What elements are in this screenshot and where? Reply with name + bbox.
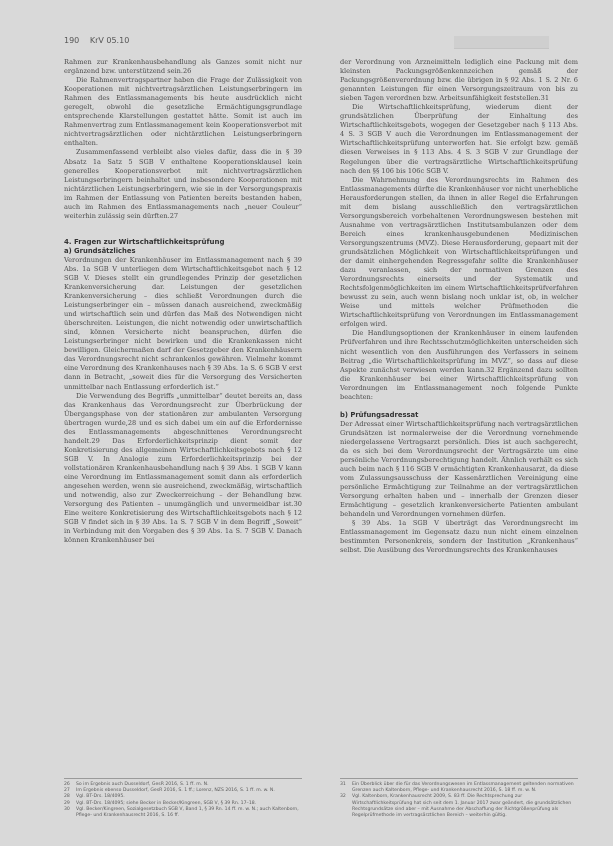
- spacer: [64, 221, 302, 230]
- journal-name: KrV 05.10: [89, 36, 130, 45]
- footnotes-left: [64, 778, 302, 819]
- footnote-text: Ein Überblick über die für das Verordnungswesen im Entlassmanagement geltenden normativen Grenzen auch Kaltenborn, Pflege- und Krankenhausrecht 2016, S. 18 ff. m. w. N.: [352, 782, 574, 794]
- paragraph: Rahmen zur Krankenhausbehandlung als Ganzes somit nicht nur ergänzend bzw. unterstützend sein.26: [64, 58, 302, 76]
- footnote: [64, 807, 302, 819]
- footnote: [340, 794, 578, 819]
- footnote-text: So im Ergebnis auch Dusseldorf, GesR 2016, S. 1 ff. m. N.: [76, 782, 209, 787]
- footnote: [340, 782, 578, 794]
- page-number: 190: [64, 36, 80, 45]
- header-bar: [454, 36, 549, 49]
- paragraph: Die Wirtschaftlichkeitsprüfung, wiederum dient der grundsätzlichen Überprüfung der Einhaltung des Wirtschaftlichkeitsgebots, wogegen der Gesetzgeber nach § 113 Abs. 4 S. 3 SGB V auch die Verordnungen im Entlassmanagement der Wirtschaftlichkeitsprüfung unterworfen hat. Sie erfolgt bzw. gemäß diesen Verweises in § 113 Abs. 4 S. 3 SGB V zur Grundlage der Regelungen über die vertragsärztliche Wirtschaftlichkeitsprüfung nach den §§ 106 bis 106c SGB V.: [340, 103, 578, 175]
- right-column: [340, 58, 578, 555]
- footnote-number: 26: [64, 782, 70, 787]
- section-heading: 4. Fragen zur Wirtschaftlichkeitsprüfung: [64, 237, 225, 246]
- paragraph: der Verordnung von Arzneimitteln lediglich eine Packung mit dem kleinsten Packungsgrößenkennzeichen gemäß der Packungsgrößenverordnung bzw. die übrigen in § 92 Abs. 1 S. 2 Nr. 6 genannten Leistungen für einen Versorgungszeitraum von bis zu sieben Tagen verordnen bzw. Arbeitsunfähigkeit feststellen.31: [340, 58, 578, 103]
- footnotes-right: [340, 778, 578, 819]
- footnote-text: Vgl. Kaltenborn, Krankenhausrecht 2009, S. 83 ff. Die Rechtsprechung zur Wirtschaftlichkeitsprüfung hat sich seit dem 1. Januar 2017 zwar geändert, die grundsätzlichen Rechtsgrundsätze sind aber – mit Ausnahme der Abschaffung der Richtgrößenprüfung als Regelprüfmethode im vertragsärztlichen Bereich – weiterhin gültig.: [352, 794, 572, 819]
- footnote-text: Im Ergebnis ebenso Dusseldorf, GesR 2016, S. 1 ff.; Lorenz, NZS 2016, S. 1 ff. m. w. N.: [76, 788, 275, 794]
- subsection-heading: a) Grundsätzliches: [64, 246, 136, 255]
- footnote-number: 28: [64, 794, 70, 800]
- footnote-number: 31: [340, 782, 346, 787]
- paragraph: Die Verwendung des Begriffs „unmittelbar“ deutet bereits an, dass das Krankenhaus das Verordnungsrecht zur Überbrückung der Übergangsphase von der stationären zur ambulanten Versorgung übertragen wurde,28 und es sich dabei um ein auf die Erfordernisse des Entlassmanagements abgeschnittenes Verordnungsrecht handelt.29 Das Erforderlichkeitsprinzip dient somit der Konkretisierung des allgemeinen Wirtschaftlichkeitsgebots nach § 12 SGB V. In Analogie zum Erforderlichkeitsprinzip bei der vollstationären Krankenhausbehandlung nach § 39 Abs. 1 SGB V kann eine Verordnung im Entlassmanagement somit dann als erforderlich angesehen werden, wenn sie ausreichend, zweckmäßig, wirtschaftlich und notwendig, also zur Zweckerreichung – der Behandlung bzw. Versorgung des Patienten – unumgänglich und unvermeidbar ist.30 Eine weitere Konkretisierung des Wirtschaftlichkeitsgebots nach § 12 SGB V findet sich in § 39 Abs. 1a S. 7 SGB V in dem Begriff „Soweit“ in Verbindung mit den Vorgaben des § 39 Abs. 1a S. 7 SGB V. Danach können Krankenhäuser bei: [64, 391, 302, 545]
- paragraph: Der Adressat einer Wirtschaftlichkeitsprüfung nach vertragsärztlichen Grundsätzen ist normalerweise der die Verordnung vornehmende niedergelassene Vertragsarzt persönlich. Dies ist auch sachgerecht, da es sich bei dem Verordnungsrecht der Vertragsärzte um eine persönliche Verordnungsberechtigung handelt. Ähnlich verhält es sich auch beim nach § 116 SGB V ermächtigten Krankenhausarzt, da diese vom Zulassungsausschuss der Kassenärztlichen Vereinigung eine persönliche Ermächtigung zur Teilnahme an der vertragsärztlichen Versorgung erhalten haben und – innerhalb der Grenzen dieser Ermächtigung – gesetzlich krankenversicherte Patienten ambulant behandeln und Verordnungen vornehmen dürfen.: [340, 419, 578, 519]
- paragraph: Zusammenfassend verbleibt also vieles dafür, dass die in § 39 Absatz 1a Satz 5 SGB V enthaltene Kooperationsklausel kein generelles Kooperationsverbot mit nichtvertragsärztlichen Leistungserbringern beinhaltet und insbesondere Kooperationen mit nichtärztlichen Leistungserbringern, wie sie in der Versorgungspraxis im Rahmen der Entlassung von Patienten bereits bestanden haben, auch im Rahmen des Entlassmanagements nach „neuer Couleur“ weiterhin zulässig sein dürften.27: [64, 148, 302, 220]
- paragraph: § 39 Abs. 1a SGB V überträgt das Verordnungsrecht im Entlassmanagement im Gegensatz dazu nun nicht einem einzelnen bestimmten Personenkreis, sondern der Institution „Krankenhaus“ selbst. Die Ausübung des Verordnungsrechts des Krankenhauses: [340, 519, 578, 555]
- paragraph: Die Rahmenvertragspartner haben die Frage der Zulässigkeit von Kooperationen mit nichtvertragsärztlichen Leistungserbringern im Rahmen des Entlassmanagements bis heute ausdrücklich nicht geregelt, obwohl die gesetzliche Ermächtigungsgrundlage entsprechende Klarstellungen gestattet hätte. Somit ist auch im Rahmenvertrag zum Entlassmanagement kein Kooperationsverbot mit nichtvertragsärztlichen oder nichtärztlichen Leistungserbringern enthalten.: [64, 76, 302, 148]
- footnote-text: Vgl. Becker/Kingreen, Sozialgesetzbuch SGB V, Band 1, § 39 Rn. 14 ff. m. w. N.; auch Kaltenborn, Pflege- und Krankenhausrecht 2016, S. 16 ff.: [76, 806, 299, 819]
- paragraph: Die Handlungsoptionen der Krankenhäuser in einem laufenden Prüfverfahren und ihre Rechtsschutzmöglichkeiten unterscheiden sich nicht wesentlich von den Ausführungen des Verfassers in seinem Beitrag „die Wirtschaftlichkeitsprüfung im MVZ“, so dass auf diese Aspekte zunächst verwiesen werden kann.32 Ergänzend dazu sollten die Krankenhäuser bei einer Wirtschaftlichkeitsprüfung von Verordnungen im Entlassmanagement noch folgende Punkte beachten:: [340, 329, 578, 401]
- footnote-number: 32: [340, 794, 346, 800]
- page-header: [64, 36, 549, 50]
- footnote-text: Vgl. BT-Drs. 18/4095.: [76, 794, 125, 800]
- paragraph: Die Wahrnehmung des Verordnungsrechts im Rahmen des Entlassmanagements dürfte die Krankenhäuser vor nicht unerhebliche Herausforderungen stellen, da ihnen in aller Regel die Erfahrungen mit dem bislang ausschließlich den vertragsärztlichen Versorgungsbereich vorbehaltenen Verordnungswesen bestehen mit Ausnahme von vertragsärztlichen Institutsambulanzen oder dem Bereich eines krankenhausgebundenen Medizinischen Versorgungszentrums (MVZ). Diese Herausforderung, gepaart mit der grundsätzlichen Möglichkeit von Wirtschaftlichkeitsprüfungen und der damit einhergehenden Regressgefahr sollte die Krankenhäuser dazu veranlassen, sich der normativen Grenzen des Verordnungsrechts einerseits und der Systematik und Rechtsfolgenmöglichkeiten im einem Wirtschaftlichkeitsprüfverfahren bewusst zu sein, auch wenn bislang noch unklar ist, ob, in welcher Weise und mittels welcher Prüfmethoden die Wirtschaftlichkeitsprüfung von Verordnungen im Entlassmanagement erfolgen wird.: [340, 175, 578, 329]
- spacer: [340, 402, 578, 411]
- footnote-number: 27: [64, 788, 70, 794]
- footnote-number: 29: [64, 800, 70, 806]
- paragraph: Verordnungen der Krankenhäuser im Entlassmanagement nach § 39 Abs. 1a SGB V unterliegen dem Wirtschaftlichkeitsgebot nach § 12 SGB V. Dieses stellt ein grundlegendes Prinzip der gesetzlichen Krankenversicherung dar. Leistungen der gesetzlichen Krankenversicherung – dies schließt Verordnungen durch die Leistungserbringer ein – müssen danach ausreichend, zweckmäßig und wirtschaftlich sein und dürfen das Maß des Notwendigen nicht überschreiten. Leistungen, die nicht notwendig oder unwirtschaftlich sind, können Versicherte nicht beanspruchen, dürfen die Leistungserbringer nicht bewirken und die Krankenkassen nicht bewilligen. Gleichermaßen darf der Gesetzgeber den Krankenhäusern das Verordnungsrecht nicht schrankenlos gewähren. Vielmehr kommt eine Verordnung des Krankenhauses nach § 39 Abs. 1a S. 6 SGB V erst dann in Betracht, „soweit dies für die Versorgung des Versicherten unmittelbar nach Entlassung erforderlich ist.“: [64, 255, 302, 391]
- subsection-heading: b) Prüfungsadressat: [340, 410, 419, 419]
- footnote-text: Vgl. BT-Drs. 18/4095; siehe Becker in Becker/Kingreen, SGB V, § 39 Rn. 17–18.: [76, 800, 257, 806]
- left-column: [64, 58, 302, 545]
- footnote-number: 30: [64, 806, 70, 812]
